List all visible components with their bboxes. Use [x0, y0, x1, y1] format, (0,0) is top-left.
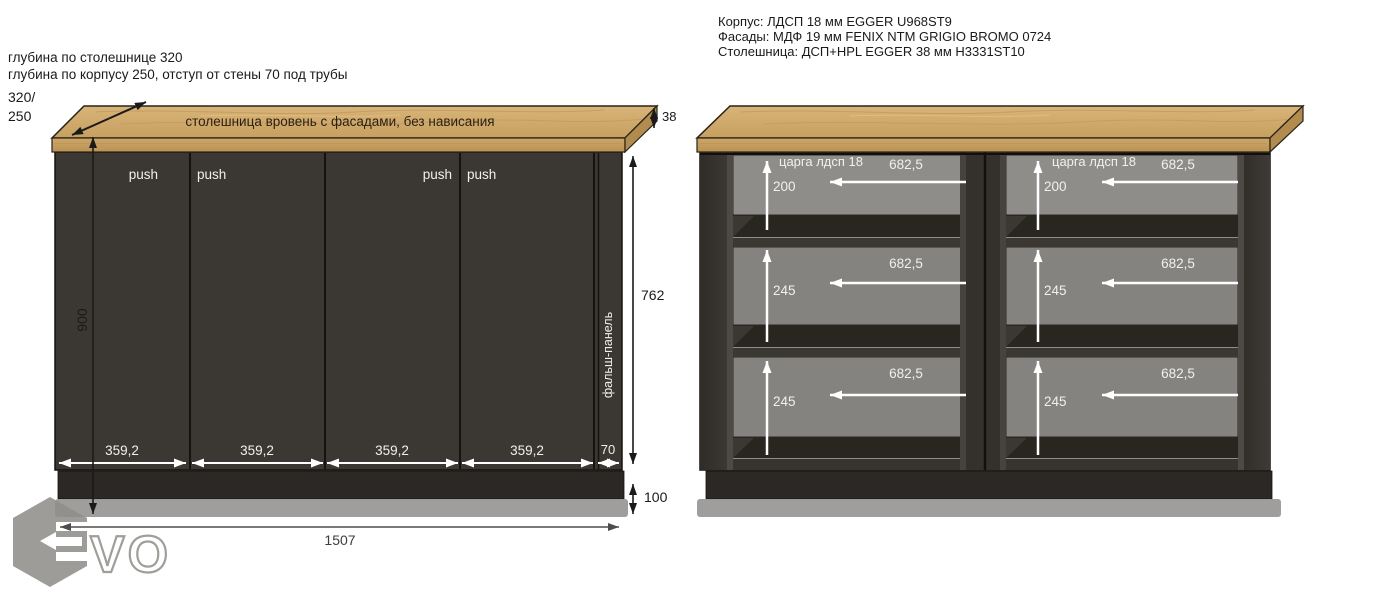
door-width-dim-1: 359,2: [105, 443, 139, 458]
total-width-dim: 1507: [324, 532, 356, 548]
material-carcass: Корпус: ЛДСП 18 мм EGGER U968ST9: [718, 14, 952, 29]
countertop-thickness-dim: 38: [662, 109, 677, 124]
inner-width-dim-l1: 682,5: [889, 157, 923, 172]
stretcher-label-left: царга лдсп 18: [779, 154, 863, 169]
internal-countertop: [697, 106, 1303, 152]
shelf-clearance-dim-l3: 245: [773, 394, 796, 409]
filler-panel-label: фальш-панель: [600, 311, 615, 399]
stretcher-label-right: царга лдсп 18: [1052, 154, 1136, 169]
door-width-dim-3: 359,2: [375, 443, 409, 458]
push-label-3: push: [422, 167, 452, 182]
front-plinth: [58, 471, 624, 499]
total-height-dim: 900: [73, 308, 90, 332]
shelf-clearance-dim-r3: 245: [1044, 394, 1067, 409]
depth-dim-bottom: 250: [8, 108, 32, 124]
front-carcass: [55, 152, 622, 470]
door-width-dim-2: 359,2: [240, 443, 274, 458]
internal-plinth: [706, 471, 1272, 499]
inner-width-dim-r2: 682,5: [1161, 256, 1195, 271]
inner-width-dim-l2: 682,5: [889, 256, 923, 271]
countertop-note: столешница вровень с фасадами, без нависания: [185, 114, 495, 129]
inner-width-dim-r1: 682,5: [1161, 157, 1195, 172]
push-label-1: push: [128, 167, 158, 182]
inner-width-dim-r3: 682,5: [1161, 366, 1195, 381]
depth-note-2: глубина по корпусу 250, отступ от стены 70 под трубы: [8, 67, 348, 82]
depth-note-1: глубина по столешнице 320: [8, 50, 183, 65]
facade-height-dim: 762: [641, 287, 665, 303]
plinth-height-dim: 100: [644, 489, 668, 505]
material-facades: Фасады: МДФ 19 мм FENIX NTM GRIGIO BROMO 0724: [718, 29, 1052, 44]
internal-plinth-band: [697, 499, 1281, 517]
top-clearance-dim-right: 200: [1044, 179, 1067, 194]
push-label-2: push: [197, 167, 227, 182]
shelf-clearance-dim-r2: 245: [1044, 283, 1067, 298]
filler-width-dim: 70: [600, 442, 616, 457]
door-width-dim-4: 359,2: [510, 443, 544, 458]
shelf-clearance-dim-l2: 245: [773, 283, 796, 298]
depth-dim-top: 320/: [8, 89, 36, 105]
inner-width-dim-l3: 682,5: [889, 366, 923, 381]
logo-outline-letters: VO: [90, 526, 172, 584]
top-clearance-dim-left: 200: [773, 179, 796, 194]
front-plinth-band: [55, 499, 628, 517]
material-countertop: Столешница: ДСП+HPL EGGER 38 мм H3331ST10: [718, 44, 1025, 59]
push-label-4: push: [467, 167, 497, 182]
